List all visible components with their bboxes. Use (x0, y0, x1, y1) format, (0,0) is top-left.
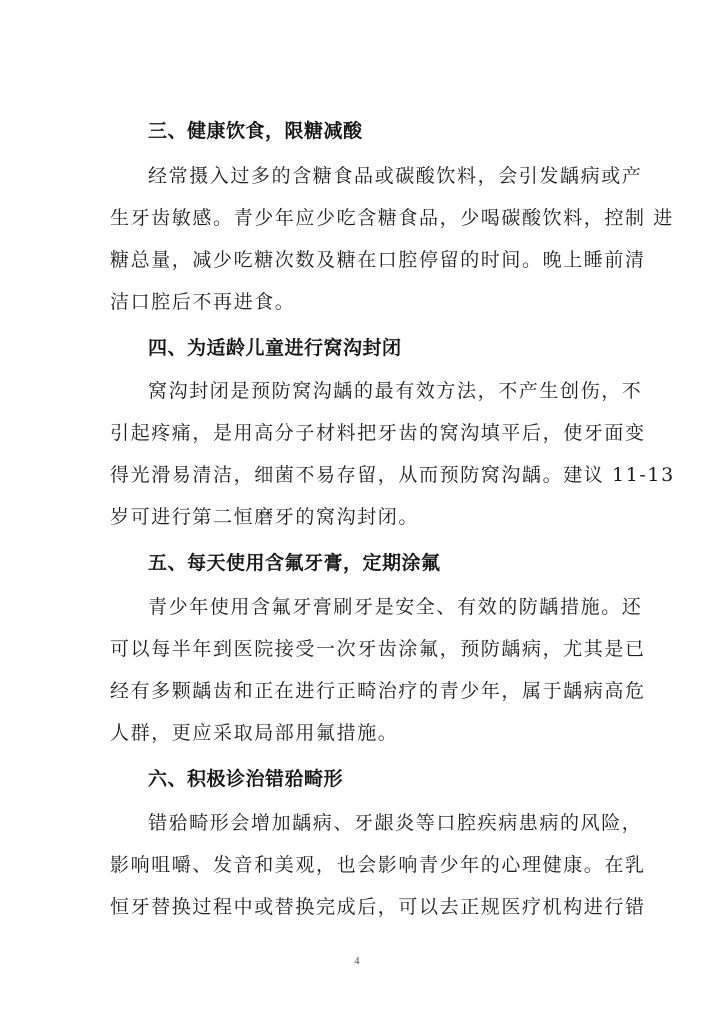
paragraph-line: 影响咀嚼、发音和美观，也会影响青少年的心理健康。在乳 (110, 854, 646, 876)
page-number: 4 (354, 956, 360, 967)
paragraph-line: 人群，更应采取局部用氟措施。 (110, 722, 399, 744)
paragraph-line: 引起疼痛，是用高分子材料把牙齿的窝沟填平后，使牙面变 (110, 422, 646, 444)
paragraph-line: 经常摄入过多的含糖食品或碳酸饮料，会引发龋病或产 (148, 165, 643, 187)
paragraph-line: 窝沟封闭是预防窝沟龋的最有效方法，不产生创伤，不 (148, 380, 643, 402)
paragraph-line: 糖总量，减少吃糖次数及糖在口腔停留的时间。晚上睡前清 (110, 249, 646, 271)
section-heading-6: 六、积极诊治错𬌗畸形 (148, 768, 344, 790)
section-heading-3: 三、健康饮食，限糖减酸 (148, 120, 363, 142)
paragraph-line: 洁口腔后不再进食。 (110, 291, 296, 313)
paragraph-line: 可以每半年到医院接受一次牙齿涂氟，预防龋病，尤其是已 (110, 638, 646, 660)
paragraph-line: 生牙齿敏感。青少年应少吃含糖食品，少喝碳酸饮料，控制 进 (110, 207, 674, 229)
paragraph-line: 经有多颗龋齿和正在进行正畸治疗的青少年，属于龋病高危 (110, 680, 646, 702)
paragraph-line: 得光滑易清洁，细菌不易存留，从而预防窝沟龋。建议 11-13 (110, 464, 675, 486)
section-heading-5: 五、每天使用含氟牙膏，定期涂氟 (148, 552, 441, 574)
paragraph-line: 青少年使用含氟牙膏刷牙是安全、有效的防龋措施。还 (148, 596, 643, 618)
paragraph-line: 恒牙替换过程中或替换完成后，可以去正规医疗机构进行错 (110, 896, 646, 918)
section-heading-4: 四、为适龄儿童进行窝沟封闭 (148, 337, 402, 359)
paragraph-line: 错𬌗畸形会增加龋病、牙龈炎等口腔疾病患病的风险， (148, 812, 643, 834)
paragraph-line: 岁可进行第二恒磨牙的窝沟封闭。 (110, 506, 420, 528)
